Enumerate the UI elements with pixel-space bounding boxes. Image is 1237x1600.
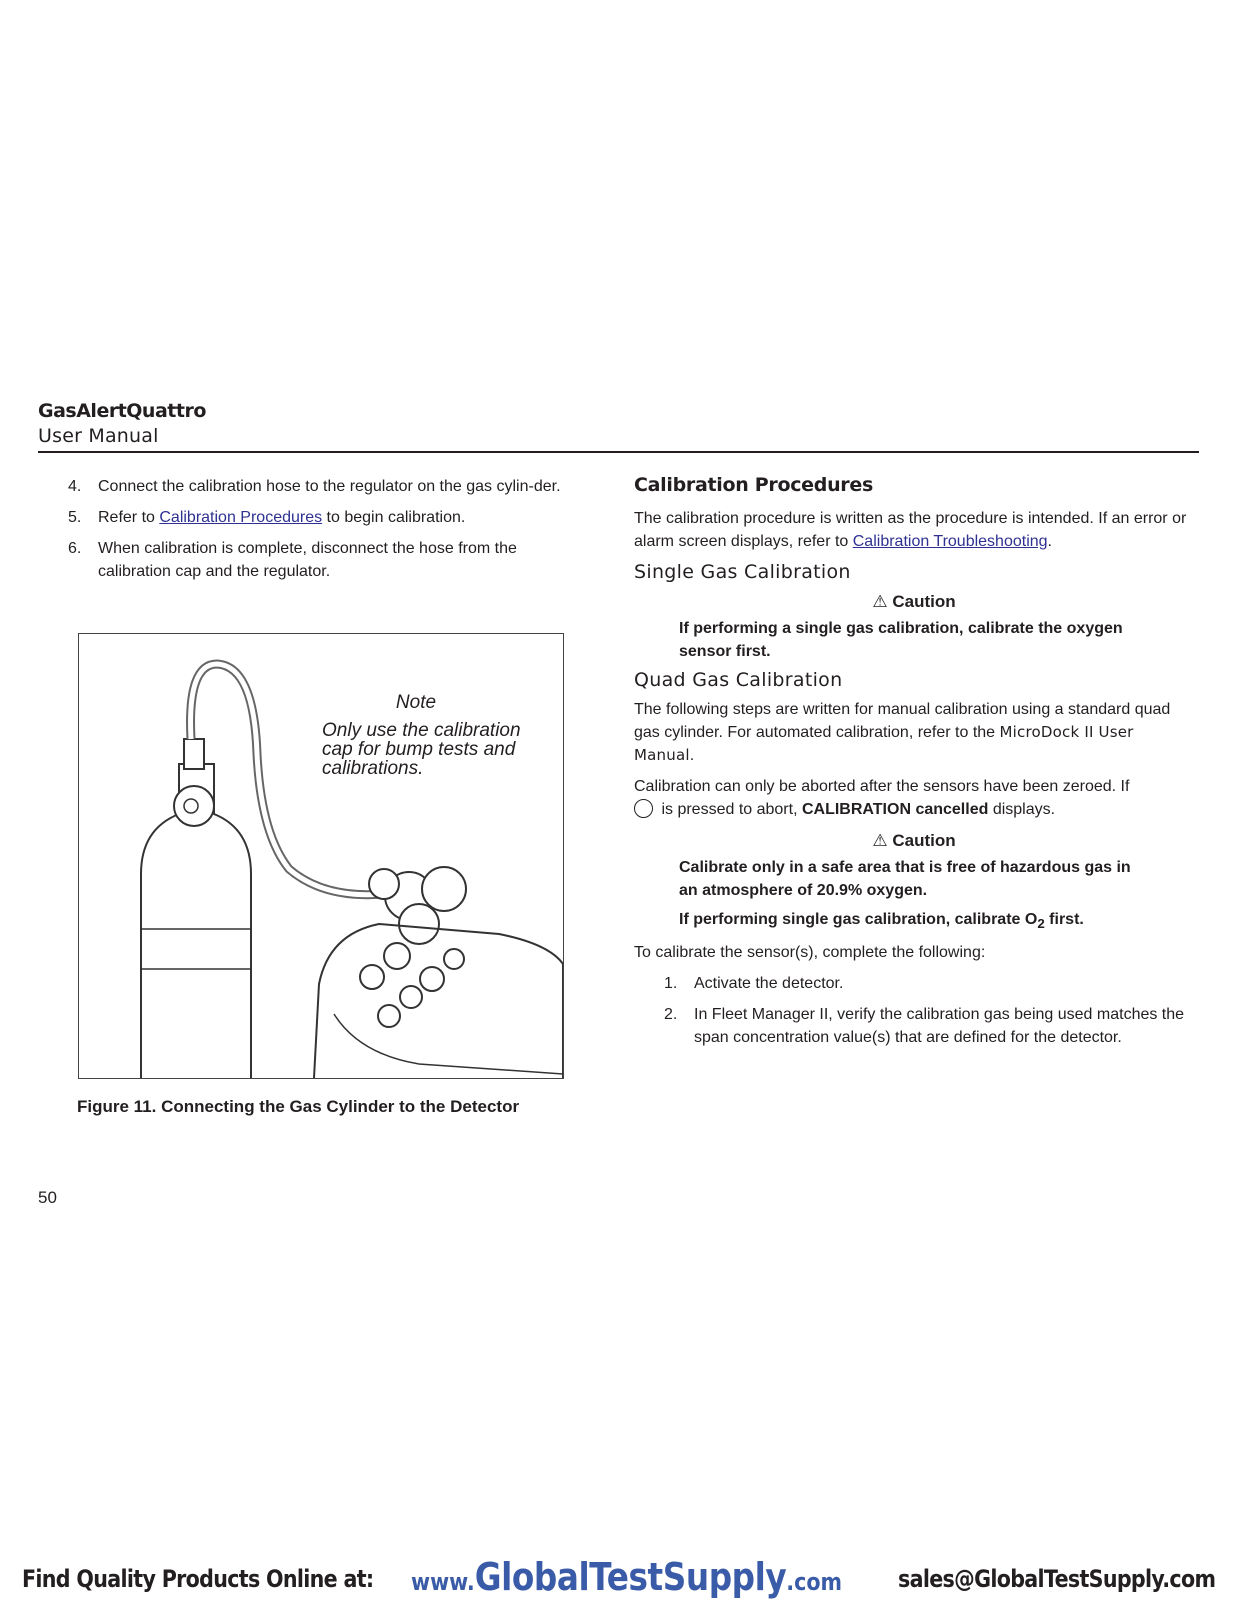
footer-website-link[interactable]: [411, 1555, 842, 1599]
url-prefix: www.: [411, 1568, 475, 1596]
subscript: 2: [1037, 916, 1045, 932]
caution-text-post: first.: [1044, 911, 1084, 928]
step-number: 4.: [68, 478, 82, 495]
abort-text: Calibration can only be aborted after the sensors have been zeroed. If: [634, 778, 1130, 795]
section-heading: Calibration Procedures: [634, 474, 873, 496]
quad-text: The following steps are written for manual calibration using a standard quad gas cylinder. For automated calibration, refer to the: [634, 701, 1171, 741]
page-number: 50: [38, 1188, 57, 1207]
calibration-cancelled-text: CALIBRATION cancelled: [801, 801, 989, 818]
footer-tagline: Find Quality Products Online at:: [22, 1565, 374, 1593]
single-gas-heading: Single Gas Calibration: [634, 561, 851, 583]
abort-paragraph: [634, 775, 1194, 821]
caution-heading: [634, 829, 1194, 852]
steps-intro: To calibrate the sensor(s), complete the following:: [634, 944, 986, 962]
step-text-pre: Refer to: [98, 509, 160, 526]
quad-paragraph: [634, 698, 1194, 767]
footer-email-link[interactable]: sales@GlobalTestSupply.com: [898, 1565, 1216, 1593]
warning-icon: ⚠: [872, 831, 888, 850]
url-main: GlobalTestSupply: [474, 1555, 787, 1599]
caution-label: Caution: [892, 831, 956, 850]
figure-caption: Figure 11. Connecting the Gas Cylinder to the Detector: [77, 1097, 520, 1116]
note-title: Note: [395, 692, 437, 713]
caution-text: [634, 908, 1194, 935]
caution-text-pre: If performing single gas calibration, calibrate O: [679, 911, 1038, 928]
microdock-manual-ref: MicroDock II User Manual: [634, 723, 1134, 764]
quad-gas-heading: Quad Gas Calibration: [634, 669, 843, 691]
footer-banner: [0, 1555, 1237, 1599]
note-line: calibrations.: [322, 758, 424, 779]
caution-label: Caution: [892, 592, 956, 611]
list-item: [68, 475, 588, 498]
quad-text-end: .: [689, 747, 695, 764]
abort-text-end: displays.: [988, 801, 1056, 818]
intro-text-end: .: [1047, 533, 1052, 550]
step-text: Connect the calibration hose to the regulator on the gas cylin-der.: [98, 478, 561, 495]
right-column: [634, 474, 1194, 1057]
list-item: [68, 537, 588, 583]
caution-text: Calibrate only in a safe area that is free of hazardous gas in an atmosphere of 20.9% oxygen.: [679, 859, 1131, 899]
list-item: [634, 1003, 1194, 1049]
step-number: 6.: [68, 540, 82, 557]
list-item: [634, 972, 1194, 995]
step-number: 5.: [68, 509, 82, 526]
header-rule: [38, 451, 1199, 453]
calibration-troubleshooting-link[interactable]: Calibration Troubleshooting: [852, 533, 1048, 550]
manual-title: GasAlertQuattro: [38, 400, 206, 422]
left-column: [68, 475, 588, 591]
step-text-post: to begin calibration.: [322, 509, 466, 526]
step-number: 2.: [664, 1006, 678, 1024]
caution-text: If performing a single gas calibration, calibrate the oxygen sensor first.: [679, 620, 1123, 660]
power-button-icon: [634, 799, 653, 818]
note-line: cap for bump tests and: [322, 739, 516, 760]
figure-gas-cylinder: [78, 633, 564, 1079]
step-text: In Fleet Manager II, verify the calibration gas being used matches the span concentration value(s) that are defined for the detector.: [694, 1006, 1185, 1047]
manual-subtitle: User Manual: [38, 425, 159, 447]
url-suffix: .com: [786, 1568, 843, 1596]
caution-heading: [634, 590, 1194, 613]
list-item: [68, 506, 588, 529]
cylinder-detector-illustration: [79, 634, 563, 1078]
warning-icon: ⚠: [872, 592, 888, 611]
step-text: When calibration is complete, disconnect the hose from the calibration cap and the regulator.: [98, 540, 517, 580]
intro-text: The calibration procedure is written as the procedure is intended. If an error or alarm screen displays, refer to: [634, 510, 1187, 550]
calibration-procedures-link[interactable]: Calibration Procedures: [159, 509, 323, 526]
note-line: Only use the calibration: [322, 720, 521, 741]
intro-paragraph: [634, 507, 1194, 553]
step-number: 1.: [664, 975, 678, 993]
step-text: Activate the detector.: [694, 975, 844, 993]
abort-text-mid: is pressed to abort,: [657, 801, 802, 818]
